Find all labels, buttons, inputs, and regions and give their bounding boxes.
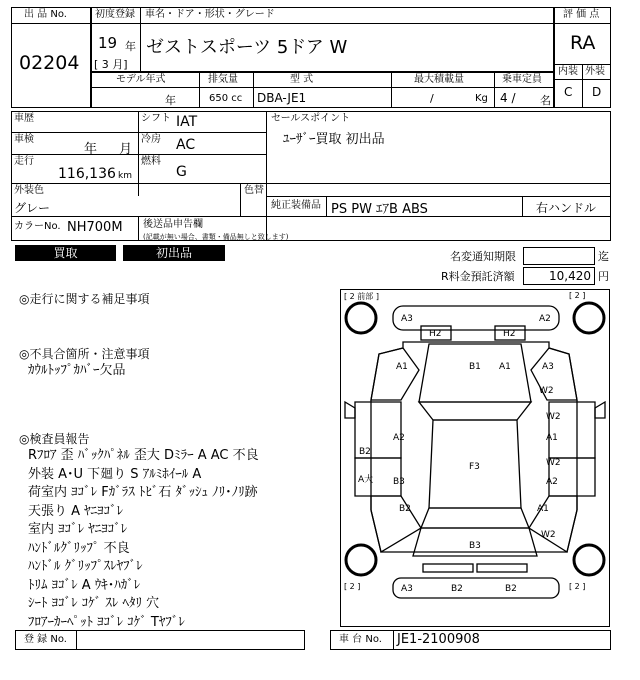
capacity: 4 / — [500, 91, 516, 105]
post-docs-label: 後送品申告欄 — [143, 219, 203, 230]
exterior-grade: D — [592, 85, 602, 99]
damage-mark-fender-right-w: W2 — [539, 386, 554, 396]
damage-mark-bonnet-left: B1 — [469, 362, 481, 372]
inspection-value: 年 月 — [84, 142, 133, 157]
registration-number-label: 登 録 No. — [24, 634, 67, 645]
post-docs-note: (記載が無い場合、書類・備品無しと致します) — [143, 233, 289, 241]
damage-diagram — [340, 289, 610, 627]
lot-number: 02204 — [19, 52, 80, 74]
divider — [91, 87, 554, 88]
damage-mark-left-door-b: B2 — [359, 447, 371, 457]
name-change-suffix: 迄 — [598, 250, 609, 263]
shift-value: IAT — [176, 114, 198, 130]
damage-mark-left-door-a-large: A大 — [358, 475, 374, 485]
defects-title: ◎不具合箇所・注意事項 — [19, 347, 150, 361]
divider — [76, 630, 77, 650]
divider — [91, 23, 554, 24]
sales-point-value: ﾕｰｻﾞｰ買取 初出品 — [283, 132, 385, 147]
sales-point-label: セールスポイント — [271, 113, 351, 124]
interior-grade: C — [564, 85, 573, 99]
divider — [253, 72, 254, 108]
divider — [140, 7, 141, 72]
divider — [11, 132, 266, 133]
damage-mark-backdoor: B3 — [469, 541, 481, 551]
inspector-line: Rﾌﾛｱ 歪 ﾊﾞｯｸﾊﾟﾈﾙ 歪大 Dﾐﾗｰ A AC 不良 — [28, 448, 259, 463]
score-value: RA — [570, 32, 596, 54]
divider — [11, 183, 611, 184]
damage-mark-right-rear-door-a: A2 — [546, 477, 558, 487]
chassis-number-label: 車 台 No. — [339, 634, 382, 645]
divider — [240, 183, 241, 216]
damage-mark-rear-bumper-left: A3 — [401, 584, 413, 594]
model-year-unit: 年 — [165, 94, 176, 107]
divider — [393, 630, 394, 650]
divider — [391, 72, 392, 108]
color-change-label: 色替 — [244, 185, 264, 196]
divider — [138, 216, 139, 241]
divider — [11, 216, 611, 217]
front-right-tire-badge: [ 2 ] — [569, 291, 586, 300]
damage-mark-fender-right: A3 — [542, 362, 554, 372]
inspector-line: ﾄﾘﾑ ﾖｺﾞﾚ A ｳｷ･ﾊｶﾞﾚ — [28, 577, 141, 593]
damage-mark-right-rear-door-w: W2 — [546, 458, 561, 468]
inspection-label: 車検 — [14, 134, 34, 145]
genuine-equipment-value: PS PW ｴｱB ABS — [331, 202, 428, 217]
damage-mark-quarter-right-w: W2 — [541, 530, 556, 540]
buyback-badge: 買取 — [15, 245, 116, 261]
divider — [494, 72, 495, 108]
genuine-equipment-label: 純正装備品 — [271, 200, 321, 211]
fuel-label: 燃料 — [141, 156, 161, 167]
model-type: DBA-JE1 — [257, 91, 307, 105]
damage-mark-bonnet-right: A1 — [499, 362, 511, 372]
damage-mark-rear-bumper-mid: B2 — [451, 584, 463, 594]
first-registration-label: 初度登録 — [95, 9, 135, 20]
inspector-line: 室内 ﾖｺﾞﾚ ﾔﾆﾖｺﾞﾚ — [28, 522, 128, 537]
score-label: 評 価 点 — [563, 9, 600, 20]
rear-right-tire-badge: [ 2 ] — [569, 582, 586, 591]
inspector-line: ｼｰﾄ ﾖｺﾞﾚ ｺｹﾞ ｽﾚ ﾍﾀﾘ 穴 — [28, 596, 160, 611]
damage-mark-roof: F3 — [469, 462, 480, 472]
first-registration-year: 19 — [98, 34, 118, 52]
divider — [522, 196, 523, 216]
car-name-label: 車名・ドア・形状・グレード — [145, 9, 275, 20]
ac-value: AC — [176, 137, 196, 153]
displacement-label: 排気量 — [208, 74, 238, 85]
exterior-color-label: 外装色 — [14, 185, 44, 196]
first-registration-month: [ 3 月] — [94, 58, 128, 71]
first-listing-badge: 初出品 — [123, 245, 225, 261]
displacement: 650 cc — [209, 93, 243, 104]
inspector-line: ﾊﾝﾄﾞﾙ ｸﾞﾘｯﾌﾟｽﾚﾔﾌﾞﾚ — [28, 559, 143, 574]
car-name: ゼストスポーツ 5ドア W — [146, 37, 348, 58]
driving-notes-title: ◎走行に関する補足事項 — [19, 292, 150, 306]
divider — [266, 196, 611, 197]
inspector-report-list — [28, 447, 259, 632]
max-load-unit: Kg — [475, 93, 488, 104]
recycle-fee-unit: 円 — [598, 270, 609, 283]
divider — [266, 111, 267, 241]
front-left-tire-badge: [ 2 前部 ] — [344, 292, 379, 301]
inspector-line: 外装 A･U 下廻り S ｱﾙﾐﾎｲｰﾙ A — [28, 466, 202, 482]
divider — [326, 196, 327, 216]
damage-mark-headlight-left: H2 — [429, 329, 442, 339]
mileage-label: 走行 — [14, 156, 34, 167]
steering-side: 右ハンドル — [536, 201, 597, 215]
car-outline-drawing — [341, 290, 611, 628]
color-number-value: NH700M — [67, 220, 123, 235]
recycle-fee-label: R料金預託済額 — [441, 270, 515, 283]
max-load-label: 最大積載量 — [414, 74, 464, 85]
damage-mark-front-bumper-right: A2 — [539, 314, 551, 324]
color-number-label: カラーNo. — [14, 221, 61, 232]
interior-label: 内装 — [558, 66, 578, 77]
shift-label: シフト — [141, 113, 171, 124]
type-label: 型 式 — [290, 74, 314, 85]
ac-label: 冷房 — [141, 134, 161, 145]
divider — [11, 23, 91, 24]
divider — [11, 154, 266, 155]
defects-line: ｶｳﾙﾄｯﾌﾟｶﾊﾞｰ欠品 — [28, 363, 126, 378]
year-unit: 年 — [125, 40, 136, 53]
divider — [199, 72, 200, 108]
chassis-number: JE1-2100908 — [397, 632, 480, 647]
rear-left-tire-badge: [ 2 ] — [344, 582, 361, 591]
inspector-line: 天張り A ﾔﾆﾖｺﾞﾚ — [28, 503, 124, 519]
exterior-label: 外装 — [585, 66, 605, 77]
damage-mark-quarter-right-a: A1 — [537, 504, 549, 514]
model-year-label: モデル年式 — [116, 74, 166, 85]
damage-mark-right-front-door-w: W2 — [546, 412, 561, 422]
damage-mark-left-door-b3: B3 — [393, 477, 405, 487]
divider — [554, 23, 611, 24]
mileage-unit: km — [118, 171, 132, 181]
max-load-separator: / — [430, 92, 434, 105]
damage-mark-rear-bumper-right: B2 — [505, 584, 517, 594]
damage-mark-right-front-door-a: A1 — [546, 433, 558, 443]
damage-mark-quarter-left: B2 — [399, 504, 411, 514]
damage-mark-front-bumper-left: A3 — [401, 314, 413, 324]
inspector-line: ﾊﾝﾄﾞﾙｸﾞﾘｯﾌﾟ 不良 — [28, 540, 130, 556]
inspector-line: ﾌﾛｱｰｶｰﾍﾟｯﾄ ﾖｺﾞﾚ ｺｹﾞ Tﾔﾌﾞﾚ — [28, 614, 185, 630]
inspector-line: 荷室内 ﾖｺﾞﾚ Fｶﾞﾗｽ ﾄﾋﾞ石 ﾀﾞｯｼｭ ﾉﾘ･ﾉﾘ跡 — [28, 485, 258, 500]
history-label: 車歴 — [14, 113, 34, 124]
name-change-value-box — [523, 247, 595, 265]
damage-mark-headlight-right: H2 — [503, 329, 516, 339]
capacity-label: 乗車定員 — [502, 74, 542, 85]
fuel-value: G — [176, 164, 187, 180]
mileage-value: 116,136 — [58, 166, 116, 182]
name-change-label: 名変通知期限 — [450, 250, 516, 263]
capacity-unit: 名 — [540, 94, 551, 107]
damage-mark-left-door-a: A2 — [393, 433, 405, 443]
damage-mark-fender-left: A1 — [396, 362, 408, 372]
divider — [582, 64, 583, 108]
inspector-report-title: ◎検査員報告 — [19, 432, 90, 446]
lot-number-label: 出 品 No. — [24, 9, 67, 20]
exterior-color-value: グレー — [14, 201, 51, 215]
recycle-fee-amount: 10,420 — [549, 269, 591, 283]
